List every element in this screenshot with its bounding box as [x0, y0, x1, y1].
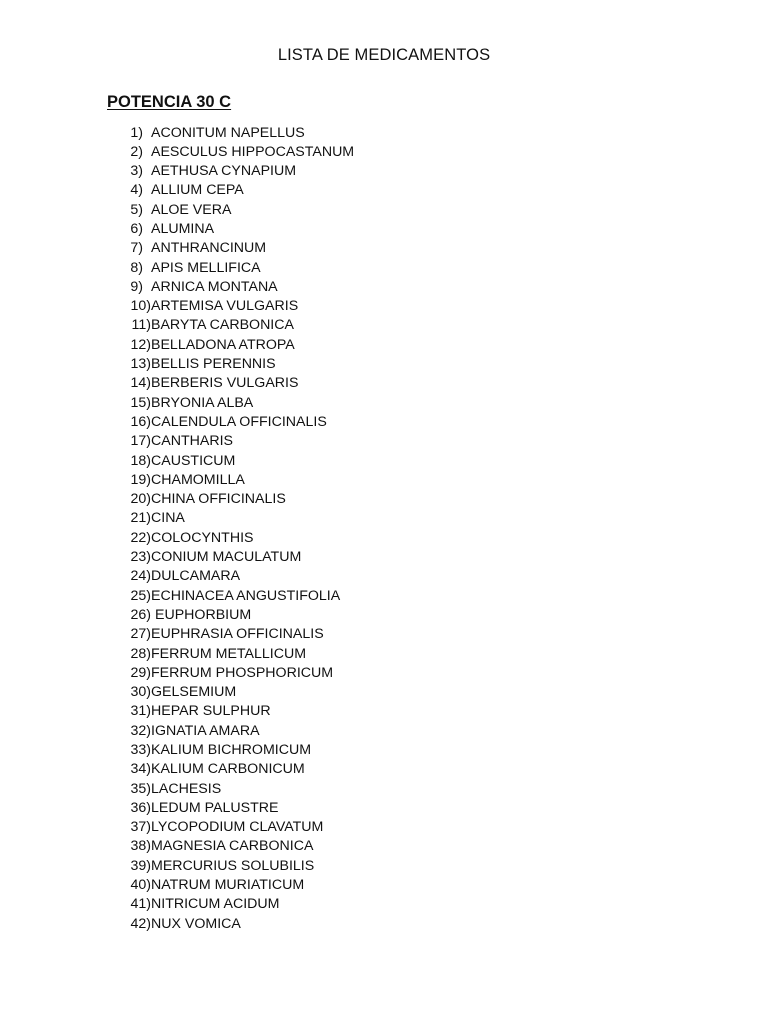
list-item-name: BRYONIA ALBA	[151, 394, 254, 411]
list-item-number: 25)	[130, 587, 151, 604]
list-item	[0, 278, 600, 297]
list-item	[0, 509, 600, 528]
list-item	[0, 780, 600, 799]
list-item	[0, 702, 600, 721]
list-item-number: 36)	[130, 799, 151, 816]
list-item-number: 4)	[130, 182, 143, 199]
list-item	[0, 683, 600, 702]
list-item-number: 31)	[130, 703, 151, 720]
list-item-name: CALENDULA OFFICINALIS	[151, 413, 327, 430]
list-item-name: CONIUM MACULATUM	[151, 549, 302, 566]
list-item	[0, 876, 600, 895]
list-item-number: 8)	[130, 259, 143, 276]
list-item-number: 2)	[130, 143, 143, 160]
list-item-name: ARNICA MONTANA	[151, 278, 278, 295]
list-item	[0, 394, 600, 413]
list-item	[0, 220, 600, 239]
list-item-number: 7)	[130, 240, 143, 257]
list-item-name: COLOCYNTHIS	[151, 529, 254, 546]
list-item	[0, 837, 600, 856]
list-item-name: ARTEMISA VULGARIS	[151, 298, 299, 315]
list-item-number: 34)	[130, 761, 151, 778]
list-item-number: 40)	[130, 877, 151, 894]
list-item-number: 35)	[130, 780, 151, 797]
list-item-number: 17)	[130, 433, 151, 450]
list-item-name: BERBERIS VULGARIS	[151, 375, 299, 392]
list-item	[0, 548, 600, 567]
list-item-number: 38)	[130, 838, 151, 855]
list-item-name: ECHINACEA ANGUSTIFOLIA	[151, 587, 341, 604]
list-item-number: 16)	[130, 413, 151, 430]
list-item-name: CHAMOMILLA	[151, 471, 245, 488]
list-item-number: 15)	[130, 394, 151, 411]
list-item	[0, 857, 600, 876]
list-item-name: AESCULUS HIPPOCASTANUM	[151, 143, 355, 160]
list-item-number: 32)	[130, 722, 151, 739]
list-item-name: LYCOPODIUM CLAVATUM	[151, 819, 324, 836]
list-item-name: IGNATIA AMARA	[151, 722, 260, 739]
list-item	[0, 162, 600, 181]
list-item	[0, 413, 600, 432]
medication-list	[0, 124, 600, 934]
page-title: LISTA DE MEDICAMENTOS	[277, 46, 491, 64]
list-item-name: MERCURIUS SOLUBILIS	[151, 857, 315, 874]
list-item-number: 28)	[130, 645, 151, 662]
list-item-number: 10)	[130, 298, 151, 315]
list-item	[0, 432, 600, 451]
list-item	[0, 625, 600, 644]
list-item-name: GELSEMIUM	[151, 684, 237, 701]
list-item	[0, 201, 600, 220]
list-item-number: 14)	[130, 375, 151, 392]
list-item-name: CANTHARIS	[151, 433, 233, 450]
list-item-number: 27)	[130, 626, 151, 643]
list-item	[0, 259, 600, 278]
list-item	[0, 818, 600, 837]
list-item	[0, 915, 600, 934]
list-item	[0, 124, 600, 143]
list-item-name: CHINA OFFICINALIS	[151, 491, 286, 508]
list-item-number: 12)	[130, 336, 151, 353]
list-item-name: EUPHORBIUM	[155, 606, 252, 623]
list-item-name: HEPAR SULPHUR	[151, 703, 271, 720]
list-item-name: ALUMINA	[151, 220, 215, 237]
list-item	[0, 490, 600, 509]
list-item	[0, 741, 600, 760]
list-item-number: 20)	[130, 491, 151, 508]
list-item-number: 6)	[130, 220, 143, 237]
list-item-name: EUPHRASIA OFFICINALIS	[151, 626, 324, 643]
list-item-number: 33)	[130, 742, 151, 758]
list-item-name: KALIUM BICHROMICUM	[151, 742, 312, 758]
list-item-number: 11)	[131, 317, 151, 334]
list-item-name: LACHESIS	[151, 780, 222, 797]
list-item-number: 23)	[130, 549, 151, 566]
list-item-name: CINA	[151, 510, 185, 527]
list-item-name: FERRUM PHOSPHORICUM	[151, 664, 334, 681]
list-item	[0, 181, 600, 200]
list-item-number: 26)	[130, 606, 151, 623]
list-item	[0, 664, 600, 683]
list-item-name: BARYTA CARBONICA	[151, 317, 294, 334]
list-item-number: 21)	[130, 510, 151, 527]
list-item-name: NATRUM MURIATICUM	[151, 877, 305, 894]
list-item	[0, 336, 600, 355]
list-item-name: DULCAMARA	[151, 568, 241, 585]
list-item	[0, 645, 600, 664]
list-item	[0, 316, 600, 335]
list-item-number: 18)	[130, 452, 151, 469]
list-item-number: 24)	[130, 568, 151, 585]
list-item-name: BELLADONA ATROPA	[151, 336, 295, 353]
list-item-number: 42)	[130, 915, 151, 932]
list-item-name: ALOE VERA	[151, 201, 232, 218]
list-item	[0, 471, 600, 490]
list-item	[0, 895, 600, 914]
list-item-number: 3)	[130, 163, 143, 180]
list-item-name: NUX VOMICA	[151, 915, 241, 932]
list-item-name: ALLIUM CEPA	[151, 182, 244, 199]
list-item-name: LEDUM PALUSTRE	[151, 799, 279, 816]
list-item	[0, 452, 600, 471]
list-item-name: AETHUSA CYNAPIUM	[151, 163, 297, 180]
list-item-number: 41)	[130, 896, 151, 913]
list-item-name: MAGNESIA CARBONICA	[151, 838, 314, 855]
list-item-name: KALIUM CARBONICUM	[151, 761, 305, 778]
list-item-number: 5)	[130, 201, 143, 218]
list-item-number: 22)	[130, 529, 151, 546]
list-item-number: 30)	[130, 684, 151, 701]
list-item-name: ANTHRANCINUM	[151, 240, 267, 257]
list-item-number: 29)	[130, 664, 151, 681]
section-heading: POTENCIA 30 C	[107, 93, 232, 111]
list-item-name: NITRICUM ACIDUM	[151, 896, 280, 913]
list-item-number: 37)	[130, 819, 151, 836]
list-item-name: APIS MELLIFICA	[151, 259, 261, 276]
list-item-name: FERRUM METALLICUM	[151, 645, 307, 662]
list-item	[0, 239, 600, 258]
list-item	[0, 760, 600, 779]
list-item	[0, 143, 600, 162]
list-item	[0, 374, 600, 393]
list-item	[0, 606, 600, 625]
list-item	[0, 722, 600, 741]
list-item	[0, 355, 600, 374]
list-item	[0, 799, 600, 818]
list-item-name: CAUSTICUM	[151, 452, 236, 469]
list-item-number: 39)	[130, 857, 151, 874]
list-item	[0, 297, 600, 316]
list-item	[0, 529, 600, 548]
list-item-name: BELLIS PERENNIS	[151, 356, 276, 373]
list-item-name: ACONITUM NAPELLUS	[151, 124, 305, 141]
list-item	[0, 567, 600, 586]
list-item	[0, 587, 600, 606]
list-item-number: 1)	[130, 124, 143, 141]
list-item-number: 19)	[130, 471, 151, 488]
list-item-number: 9)	[130, 278, 143, 295]
list-item-number: 13)	[130, 356, 151, 373]
